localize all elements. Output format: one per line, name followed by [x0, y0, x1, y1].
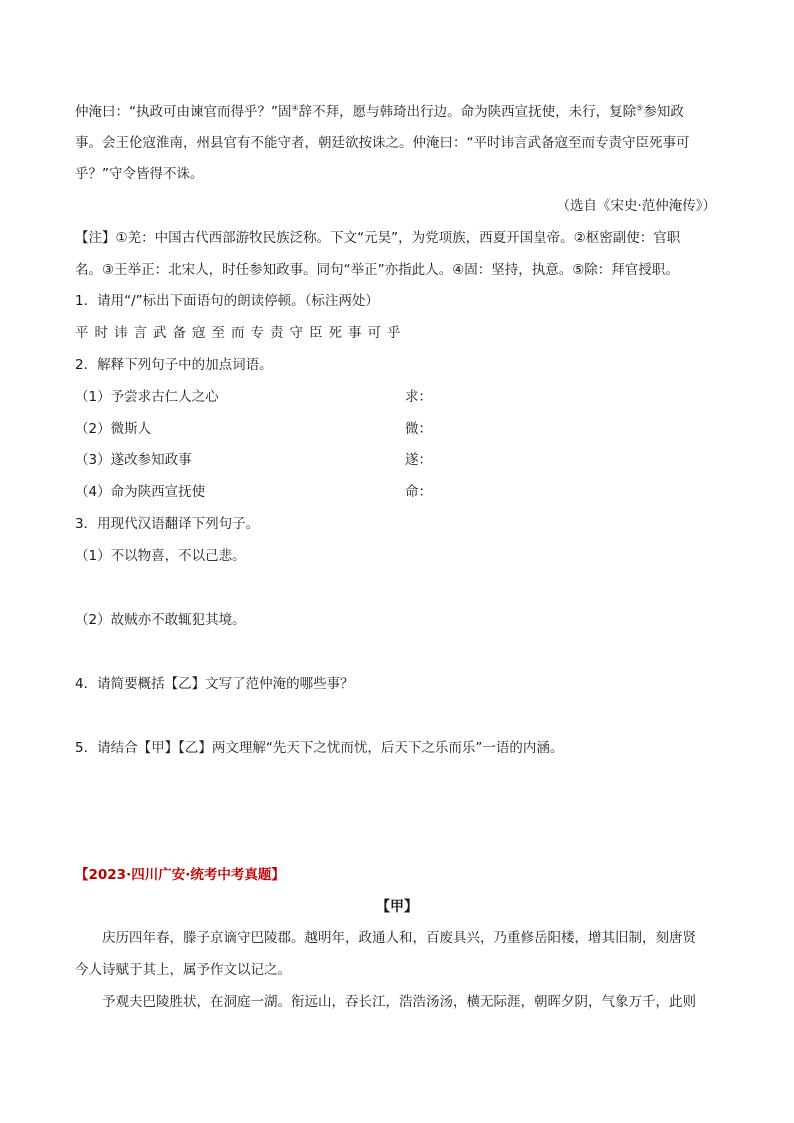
question-2-item: [75, 482, 725, 502]
passage-text: 参知政: [643, 104, 684, 120]
passage-line-1: [75, 102, 725, 122]
jia-paragraph-1-line-1: 庆历四年春，滕子京谪守巴陵郡。越明年，政通人和，百废具兴，乃重修岳阳楼，增其旧制，刻唐贤: [75, 930, 696, 946]
item-answer-label: 微：: [405, 421, 432, 437]
question-5: 5．请结合【甲】【乙】两文理解“先天下之忧而忧，后天下之乐而乐”一语的内涵。: [75, 740, 564, 756]
question-2-item: [75, 419, 725, 439]
notes-line-2: 名。③王举正：北宋人，时任参知政事。同句“举正”亦指此人。④固：坚持，执意。⑤除：拜官授职。: [75, 262, 679, 278]
item-sentence: （3）遂改参知政事: [75, 452, 192, 468]
item-answer-label: 求：: [405, 389, 432, 405]
passage-text: 仲淹曰：“执政可由谏官而得乎？”固: [75, 104, 292, 120]
question-1-sentence: 平时讳言武备寇至而专责守臣死事可乎: [75, 325, 407, 341]
question-2-item: [75, 450, 725, 470]
jia-paragraph-1-line-2: 今人诗赋于其上，属予作文以记之。: [75, 962, 291, 978]
item-sentence: （2）微斯人: [75, 421, 152, 437]
item-sentence: （1）予尝求古仁人之心: [75, 389, 219, 405]
passage-source: （选自《宋史·范仲淹传》）: [556, 198, 716, 214]
notes-line-1: 【注】①羌：中国古代西部游牧民族泛称。下文“元昊”，为党项族，西夏开国皇帝。②枢密副使：官职: [75, 230, 681, 246]
passage-text: 辞不拜，愿与韩琦出行边。命为陕西宣抚使，未行，复除: [298, 104, 637, 120]
jia-paragraph-2-line-1: 予观夫巴陵胜状，在洞庭一湖。衔远山，吞长江，浩浩汤汤，横无际涯，朝晖夕阴，气象万千，此则: [75, 994, 696, 1010]
note-marker: ④: [291, 103, 299, 113]
source-title: 【2023·四川广安·统考中考真题】: [75, 867, 285, 883]
question-2: 2．解释下列句子中的加点词语。: [75, 357, 273, 373]
question-3-b: （2）故贼亦不敢辄犯其境。: [75, 612, 246, 628]
item-sentence: （4）命为陕西宣抚使: [75, 484, 206, 500]
item-answer-label: 遂：: [405, 452, 432, 468]
passage-line-2: 事。会王伦寇淮南，州县官有不能守者，朝廷欲按诛之。仲淹曰：“平时讳言武备寇至而专责守臣死事可: [75, 135, 690, 151]
question-4: 4．请简要概括【乙】文写了范仲淹的哪些事？: [75, 676, 354, 692]
item-answer-label: 命：: [405, 484, 432, 500]
question-3-a: （1）不以物喜，不以己悲。: [75, 548, 246, 564]
passage-line-3: 乎？”守令皆得不诛。: [75, 166, 204, 182]
question-3: 3．用现代汉语翻译下列句子。: [75, 516, 260, 532]
section-heading-jia: 【甲】: [376, 899, 418, 915]
note-marker: ⑤: [636, 103, 644, 113]
question-1: 1．请用“/”标出下面语句的朗读停顿。（标注两处）: [75, 293, 379, 309]
question-2-item: [75, 387, 725, 407]
